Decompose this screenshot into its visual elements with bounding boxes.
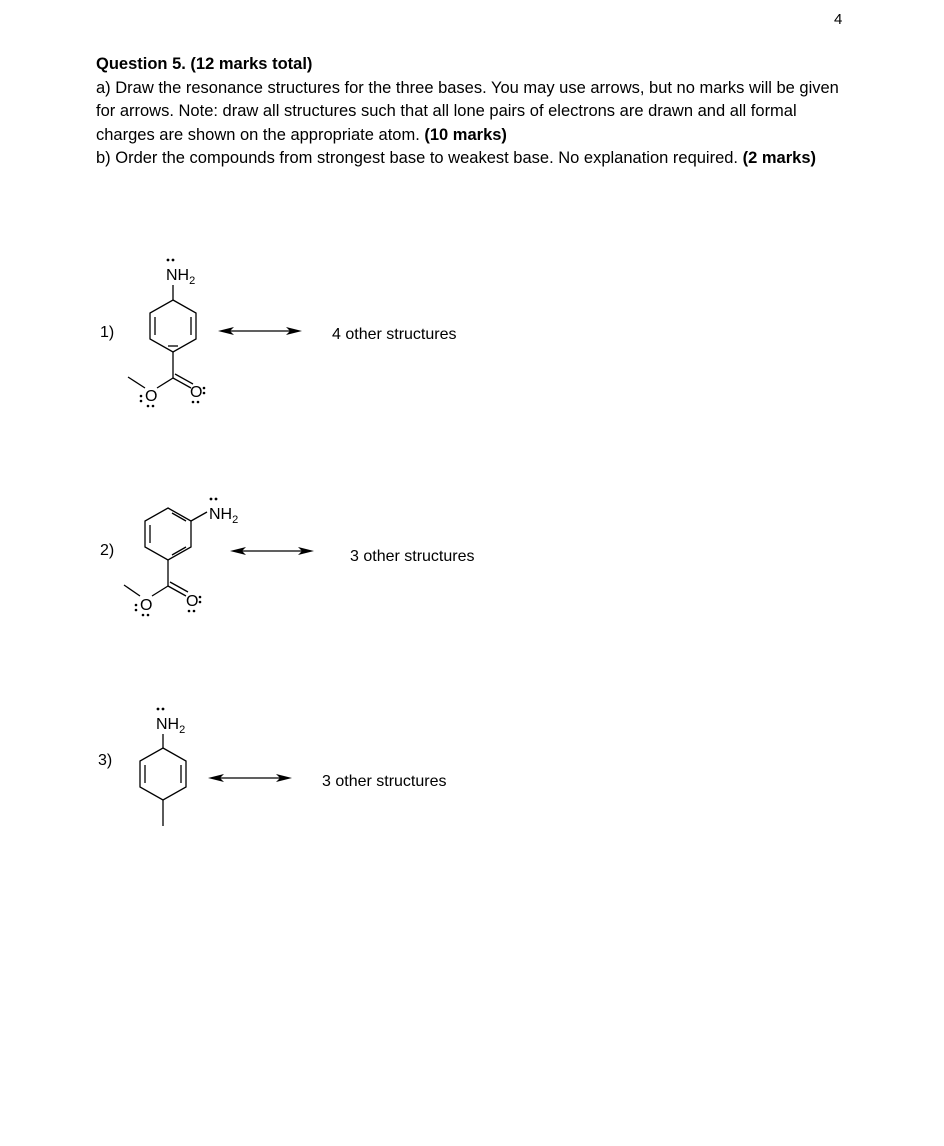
compound-2-amine-label: $NH_2$ (209, 506, 239, 526)
part-b-marks: (2 marks) (742, 149, 816, 167)
question-text (96, 53, 856, 171)
page-number: 4 (834, 11, 843, 28)
compound-1-other-structures: 4 other structures (332, 326, 457, 343)
compound-1-label: 1) (100, 324, 115, 341)
part-a-marks: (10 marks) (424, 125, 507, 144)
compound-2-other-structures: 3 other structures (350, 548, 475, 565)
svg-text:O: O (190, 384, 203, 401)
compound-1-amine-label: $NH_2$ (166, 267, 196, 287)
compound-3-label: 3) (98, 752, 113, 769)
compound-3-amine-label: $NH_2$ (156, 716, 186, 736)
compound-3-resonance-arrow (206, 771, 294, 785)
svg-text:O: O (186, 593, 199, 610)
compound-1-structure (110, 250, 230, 420)
svg-text:O: O (145, 388, 158, 405)
svg-text:O: O (140, 597, 153, 614)
compound-2-structure (110, 490, 250, 630)
compound-2-resonance-arrow (228, 544, 316, 558)
part-b (96, 147, 856, 171)
compound-1-resonance-arrow (216, 324, 304, 338)
compound-3-other-structures: 3 other structures (322, 773, 447, 790)
part-a-text: a) Draw the resonance structures for the three bases. You may use arrows, but no marks will be given for arrows. Note: draw all structures such that all lone pairs of electrons are drawn and all formal charges are shown on the appropriate atom. (96, 78, 839, 144)
compound-3-structure (125, 700, 215, 835)
part-a (96, 77, 856, 148)
question-title: Question 5. (12 marks total) (96, 55, 313, 73)
compound-2-label: 2) (100, 542, 115, 559)
part-b-text: b) Order the compounds from strongest base to weakest base. No explanation required. (96, 149, 739, 167)
